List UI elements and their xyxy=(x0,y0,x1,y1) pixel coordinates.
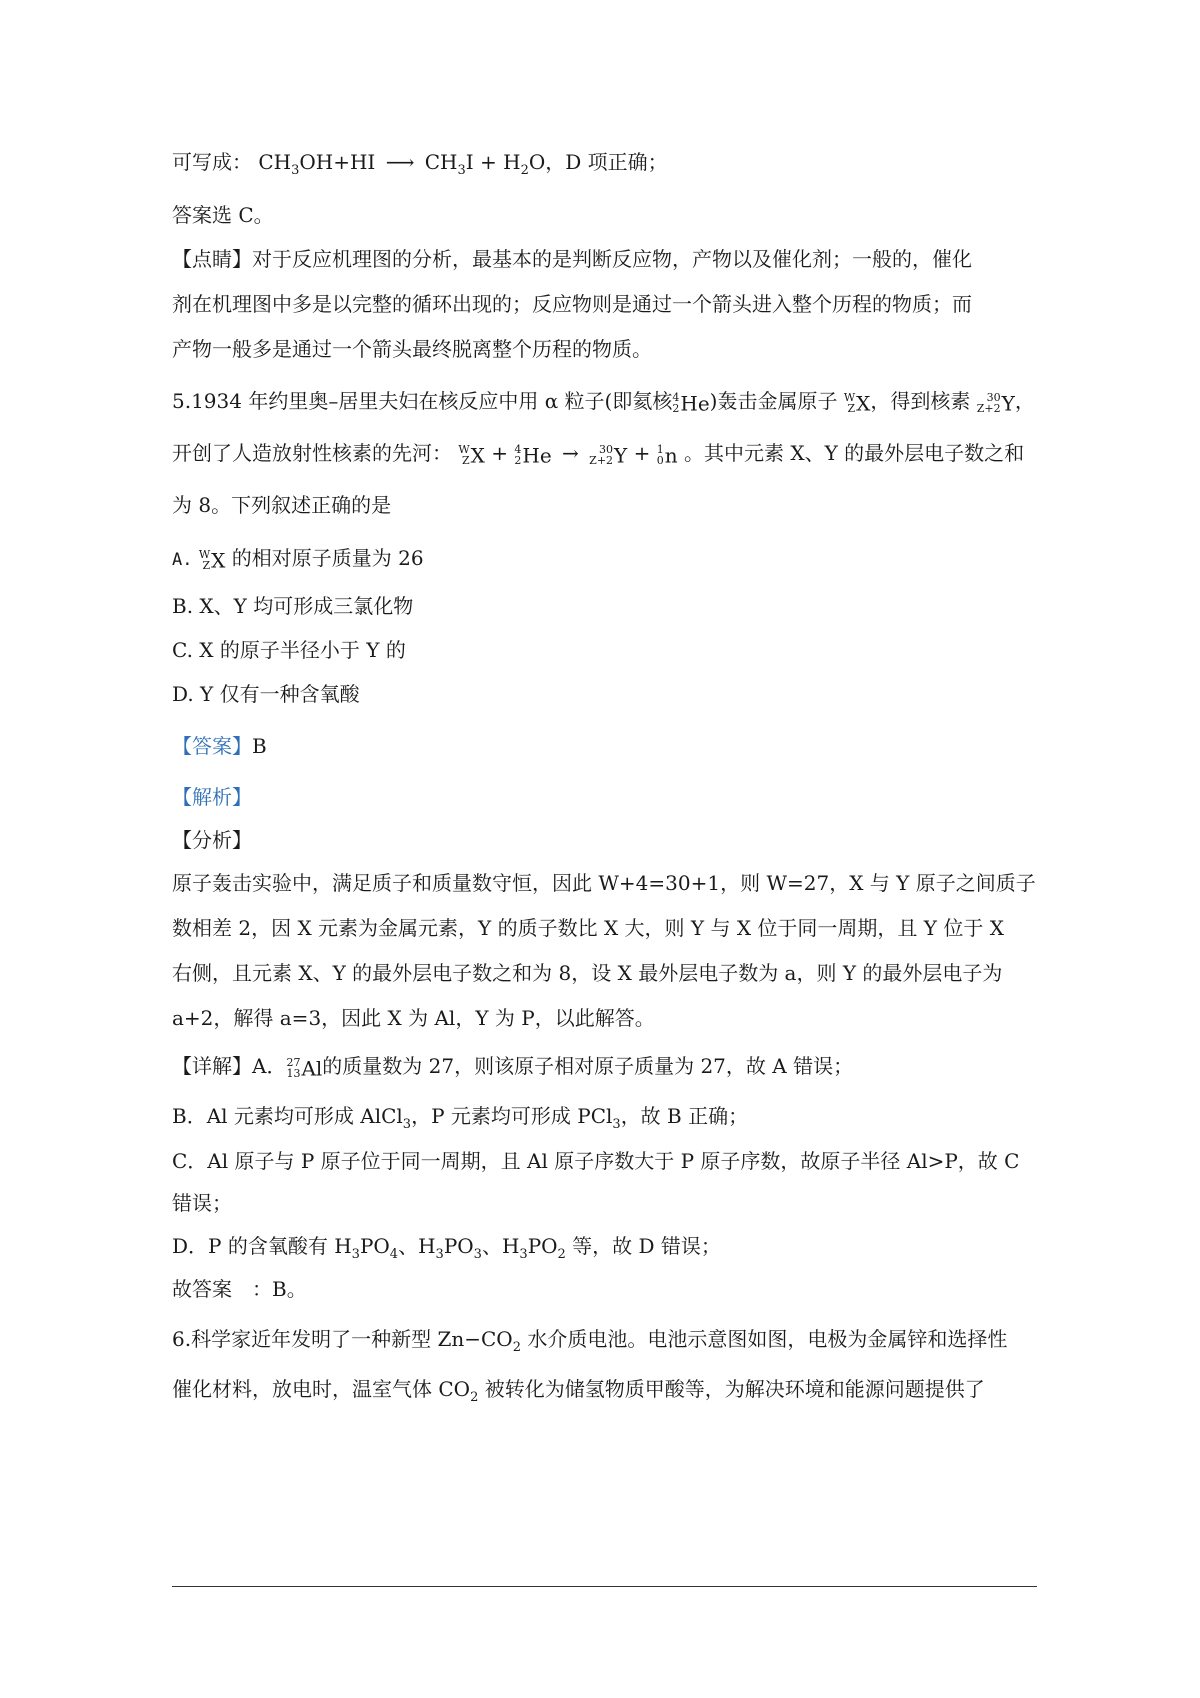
symbol: X xyxy=(211,548,226,573)
symbol: X xyxy=(470,443,485,468)
atomic-number: Z xyxy=(462,454,470,468)
atomic-number: 2 xyxy=(672,402,680,416)
text: 、H xyxy=(398,1234,436,1258)
text: D．P 的含氧酸有 H xyxy=(172,1234,352,1258)
subscript: 4 xyxy=(389,1247,399,1262)
atomic-number: 2 xyxy=(514,454,522,468)
note-line: 产物一般多是通过一个箭头最终脱离整个历程的物质。 xyxy=(172,337,652,361)
helium-nuclide xyxy=(672,388,709,418)
detail-b xyxy=(172,1102,748,1139)
symbol: Y xyxy=(614,443,628,468)
symbol: He xyxy=(680,391,710,416)
symbol: Y xyxy=(1001,391,1015,416)
neutron xyxy=(657,440,678,470)
mass-number: 30 xyxy=(986,391,1001,405)
question-6-line-1 xyxy=(172,1325,1007,1362)
text: 6.科学家近年发明了一种新型 Zn−CO xyxy=(172,1327,513,1351)
analysis-paragraph: a+2，解得 a=3，因此 X 为 Al，Y 为 P，以此解答。 xyxy=(172,1006,655,1030)
formula: CH xyxy=(258,150,292,174)
option-a xyxy=(172,544,424,574)
symbol: X xyxy=(856,391,871,416)
text: 被转化为储氢物质甲酸等，为解决环境和能源问题提供了 xyxy=(478,1377,985,1401)
plus-sign: + xyxy=(633,441,651,465)
subscript: 3 xyxy=(402,1117,412,1132)
text: 等，故 D 错误； xyxy=(565,1234,721,1258)
analysis-paragraph: 右侧，且元素 X、Y 的最外层电子数之和为 8，设 X 最外层电子数为 a，则 Y 的最外层电子为 xyxy=(172,961,1003,985)
mass-number: 4 xyxy=(514,443,522,457)
text: PO xyxy=(527,1234,558,1258)
analysis-paragraph: 原子轰击实验中，满足质子和质量数守恒，因此 W+4=30+1，则 W=27，X 与 Y 原子之间质子 xyxy=(172,871,1036,895)
x-nuclide xyxy=(199,545,226,575)
text: ，P 元素均可形成 PCl xyxy=(411,1104,613,1128)
note-line: 剂在机理图中多是以完整的循环出现的；反应物则是通过一个箭头进入整个历程的物质；而 xyxy=(172,292,972,316)
text: 开创了人造放射性核素的先河： xyxy=(172,441,452,465)
text: 5.1934 年约里奥–居里夫妇在核反应中用 α 粒子(即氦核 xyxy=(172,389,673,413)
formula: O xyxy=(528,150,546,174)
answer-row xyxy=(172,732,267,760)
symbol: He xyxy=(522,443,552,468)
text: 、H xyxy=(481,1234,520,1258)
mass-number: 4 xyxy=(672,391,680,405)
text: B．Al 元素均可形成 AlCl xyxy=(172,1104,403,1128)
subscript: 2 xyxy=(557,1247,566,1262)
x-nuclide xyxy=(458,440,485,470)
text: 可写成： xyxy=(172,150,252,174)
subscript: 3 xyxy=(473,1247,482,1262)
analysis-heading: 【分析】 xyxy=(172,828,252,852)
text: 【详解】A． xyxy=(172,1054,287,1078)
x-nuclide xyxy=(844,388,871,418)
detail-d xyxy=(172,1232,721,1269)
text: ， xyxy=(1014,389,1035,413)
symbol: n xyxy=(664,443,678,468)
option-label: A. xyxy=(172,550,193,570)
answer-line: 答案选 C。 xyxy=(172,203,274,227)
reaction-arrow: → xyxy=(562,441,579,465)
text: PO xyxy=(443,1234,474,1258)
mass-number: W xyxy=(198,548,211,562)
text: PO xyxy=(359,1234,390,1258)
atomic-number: Z+2 xyxy=(976,402,1001,416)
formula: I + H xyxy=(465,150,521,174)
symbol: Al xyxy=(301,1056,323,1081)
y-nuclide xyxy=(589,440,627,470)
text: 的相对原子质量为 26 xyxy=(231,546,424,570)
analysis-tag: 【解析】 xyxy=(172,785,252,809)
mass-number: 27 xyxy=(286,1056,301,1070)
atomic-number: Z xyxy=(847,402,856,416)
aluminum-nuclide xyxy=(286,1053,322,1083)
detail-a xyxy=(172,1052,853,1082)
option-b: B. X、Y 均可形成三氯化物 xyxy=(172,594,414,618)
subscript: 3 xyxy=(351,1247,360,1262)
reaction-arrow: ⟶ xyxy=(385,150,415,174)
mass-number: W xyxy=(843,391,856,405)
subscript: 3 xyxy=(435,1247,444,1262)
final-answer: 故答案 ：B。 xyxy=(172,1277,307,1301)
text: ，故 B 正确； xyxy=(620,1104,749,1128)
question-5-line-2 xyxy=(172,439,1024,469)
atomic-number: 13 xyxy=(286,1067,301,1081)
formula: CH xyxy=(424,150,458,174)
answer-tag: 【答案】 xyxy=(172,734,252,758)
subscript: 3 xyxy=(612,1117,621,1132)
note-line: 【点睛】对于反应机理图的分析，最基本的是判断反应物，产物以及催化剂；一般的，催化 xyxy=(172,247,972,271)
subscript: 3 xyxy=(519,1247,528,1262)
option-c: C. X 的原子半径小于 Y 的 xyxy=(172,638,406,662)
mass-number: W xyxy=(458,443,470,457)
analysis-paragraph: 数相差 2，因 X 元素为金属元素，Y 的质子数比 X 大，则 Y 与 X 位于同一周期，且 Y 位于 X xyxy=(172,916,1004,940)
subscript: 2 xyxy=(520,163,529,178)
text: 水介质电池。电池示意图如图，电极为金属锌和选择性 xyxy=(520,1327,1008,1351)
question-5-line-1 xyxy=(172,387,1035,417)
question-6-line-2 xyxy=(172,1375,985,1412)
option-d: D. Y 仅有一种含氧酸 xyxy=(172,682,360,706)
formula: OH+HI xyxy=(299,150,376,174)
mass-number: 30 xyxy=(599,443,614,457)
subscript: 3 xyxy=(291,163,300,178)
question-5-line-3: 为 8。下列叙述正确的是 xyxy=(172,493,392,517)
text: ，得到核素 xyxy=(870,389,971,413)
footer-divider xyxy=(172,1586,1037,1587)
detail-c: C．Al 原子与 P 原子位于同一周期，且 Al 原子序数大于 P 原子序数，故原子半径 Al>P，故 C xyxy=(172,1149,1020,1173)
text: ，D 项正确； xyxy=(545,150,668,174)
subscript: 2 xyxy=(512,1340,521,1355)
mass-number: 1 xyxy=(656,443,664,457)
text: 的质量数为 27，则该原子相对原子质量为 27，故 A 错误； xyxy=(322,1054,854,1078)
detail-c-cont: 错误； xyxy=(172,1191,232,1215)
subscript: 2 xyxy=(470,1390,479,1405)
text: 。其中元素 X、Y 的最外层电子数之和 xyxy=(683,441,1025,465)
text: )轰击金属原子 xyxy=(709,389,838,413)
helium-nuclide xyxy=(514,440,551,470)
equation-line xyxy=(172,148,668,185)
subscript: 3 xyxy=(457,163,466,178)
plus-sign: + xyxy=(491,441,509,465)
y-nuclide xyxy=(977,388,1015,418)
atomic-number: Z+2 xyxy=(589,454,614,468)
atomic-number: Z xyxy=(202,559,211,573)
atomic-number: 0 xyxy=(656,454,664,468)
answer-value: B xyxy=(252,734,267,758)
text: 催化材料，放电时，温室气体 CO xyxy=(172,1377,471,1401)
